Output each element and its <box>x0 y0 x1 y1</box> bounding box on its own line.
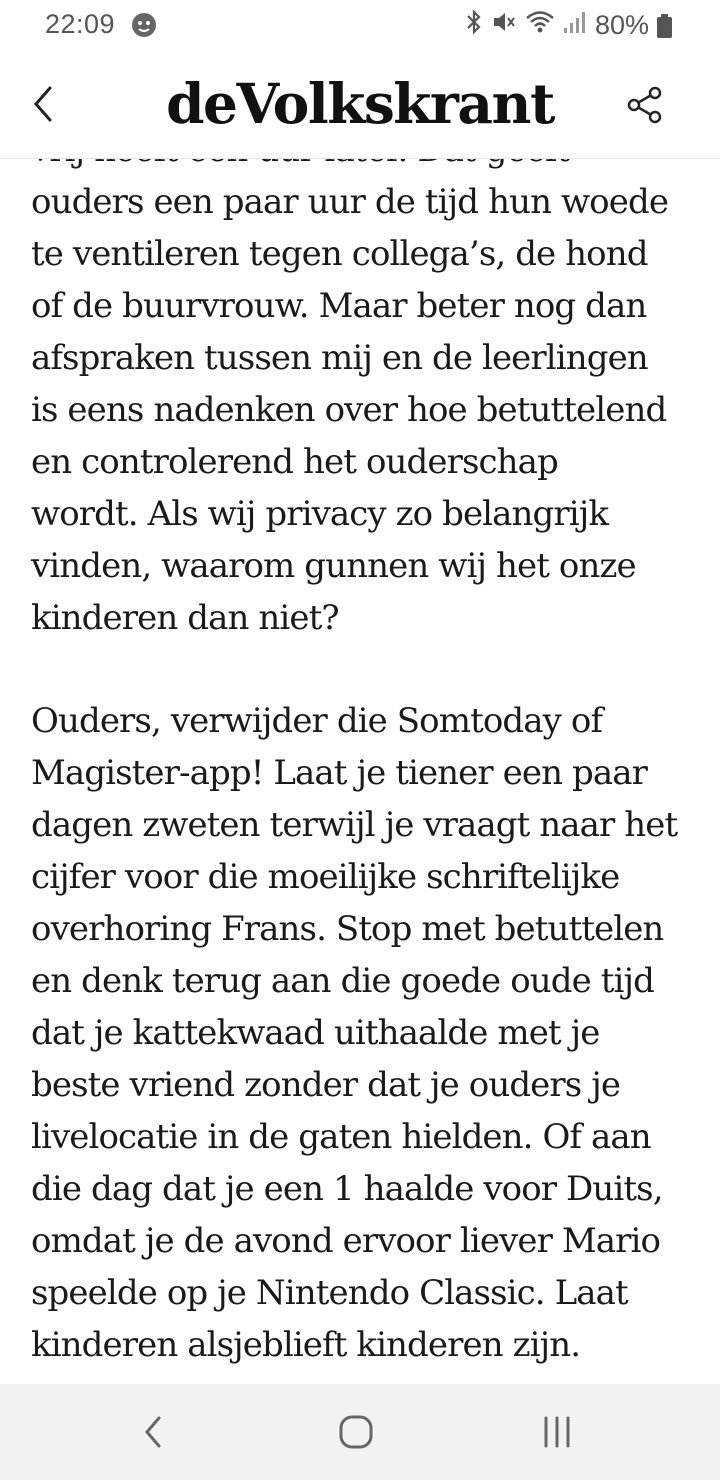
text-line: speelde op je Nintendo Classic. Laat <box>31 1273 628 1313</box>
share-icon <box>626 86 664 124</box>
text-line: livelocatie in de gaten hielden. Of aan <box>31 1117 651 1157</box>
home-nav-button[interactable] <box>336 1412 376 1452</box>
status-bar <box>0 0 720 50</box>
status-time: 22:09 <box>45 9 116 39</box>
text-line: overhoring Frans. Stop met betuttelen <box>31 909 664 949</box>
recents-nav-button[interactable] <box>537 1412 577 1452</box>
brand-logo[interactable]: deVolkskrant <box>166 71 554 136</box>
text-line: beste vriend zonder dat je ouders je <box>31 1065 621 1105</box>
bluetooth-icon <box>465 9 483 42</box>
face-notification-icon <box>130 11 158 46</box>
wifi-icon <box>525 9 555 42</box>
home-nav-icon <box>336 1412 376 1452</box>
text-line: kinderen dan niet? <box>31 598 339 638</box>
system-nav-bar <box>0 1384 720 1480</box>
text-line: Ouders, verwijder die Somtoday of <box>31 701 603 741</box>
battery-icon <box>657 14 672 38</box>
signal-icon <box>563 9 587 42</box>
battery-percent: 80% <box>594 10 649 40</box>
text-line: kinderen alsjeblieft kinderen zijn. <box>31 1325 581 1365</box>
text-line: afspraken tussen mij en de leerlingen <box>31 338 648 378</box>
text-line: dat je kattekwaad uithaalde met je <box>31 1013 600 1053</box>
text-line: en denk terug aan die goede oude tijd <box>31 961 654 1001</box>
back-nav-button[interactable] <box>135 1412 175 1452</box>
text-line: is eens nadenken over hoe betuttelend <box>31 390 667 430</box>
text-line: en controlerend het ouderschap <box>31 442 558 482</box>
text-line: te ventileren tegen collega’s, de hond <box>31 234 648 274</box>
text-line: vinden, waarom gunnen wij het onze <box>31 546 636 586</box>
text-line: wordt. Als wij privacy zo belangrijk <box>31 494 609 534</box>
article-body[interactable] <box>0 158 720 1384</box>
recents-nav-icon <box>537 1412 577 1452</box>
article-paragraph <box>31 695 696 1371</box>
text-line: Magister-app! Laat je tiener een paar <box>31 753 647 793</box>
status-icons <box>465 9 672 42</box>
app-header <box>0 50 720 159</box>
text-line: ouders een paar uur de tijd hun woede <box>31 182 669 222</box>
share-button[interactable] <box>626 86 664 124</box>
back-nav-icon <box>135 1412 175 1452</box>
text-line: of de buurvrouw. Maar beter nog dan <box>31 286 647 326</box>
text-line: omdat je de avond ervoor liever Mario <box>31 1221 661 1261</box>
article-paragraph <box>31 124 696 644</box>
text-line: dagen zweten terwijl je vraagt naar het <box>31 805 678 845</box>
text-line: cijfer voor die moeilijke schriftelijke <box>31 857 620 897</box>
mute-icon <box>491 9 517 42</box>
text-line: die dag dat je een 1 haalde voor Duits, <box>31 1169 663 1209</box>
